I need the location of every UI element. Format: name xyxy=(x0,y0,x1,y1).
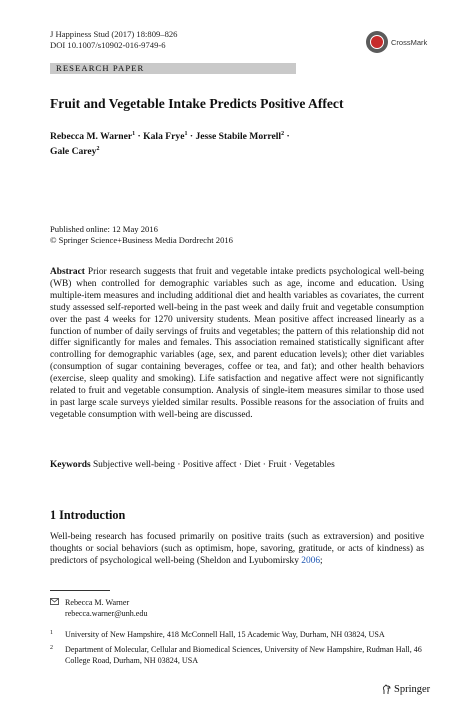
introduction-paragraph xyxy=(50,532,424,568)
envelope-icon xyxy=(50,598,60,609)
copyright-notice: © Springer Science+Business Media Dordrecht 2016 xyxy=(50,235,233,246)
article-title: Fruit and Vegetable Intake Predicts Positive Affect xyxy=(50,96,344,111)
crossmark-icon xyxy=(366,31,388,53)
keywords-label: Keywords xyxy=(50,460,91,470)
publisher-name: Springer xyxy=(394,684,431,695)
affiliation-marker: 2 xyxy=(281,131,285,137)
journal-header xyxy=(50,29,177,51)
affiliation-marker: 1 xyxy=(184,131,188,137)
section-band xyxy=(50,63,296,74)
footnote-divider xyxy=(50,590,110,591)
publication-info xyxy=(50,224,233,246)
introduction-text: Well-being research has focused primarily on positive traits (such as extraversion) and positive thoughts or social behaviors (such as optimism, hope, savoring, gratitude, or acts of kindness) as predictors of psychological well-being (Sheldon and Lyubomirsky xyxy=(50,532,424,566)
abstract-label: Abstract xyxy=(50,267,85,277)
abstract xyxy=(50,267,424,422)
publisher-logo xyxy=(382,683,430,696)
affiliation-marker: 1 xyxy=(132,131,136,137)
crossmark-label: CrossMark xyxy=(391,37,428,47)
author-name[interactable]: · Jesse Stabile Morrell xyxy=(187,131,282,143)
author-name[interactable]: Rebecca M. Warner xyxy=(50,131,133,143)
affiliation-marker: 2 xyxy=(96,146,100,153)
journal-citation: J Happiness Stud (2017) 18:809–826 xyxy=(50,29,178,39)
contact-email[interactable]: rebecca.warner@unh.edu xyxy=(65,608,148,618)
footnote-number: 2 xyxy=(50,645,53,651)
citation-link[interactable]: 2006 xyxy=(301,555,321,566)
author-name[interactable]: Gale Carey xyxy=(50,146,97,158)
contact-name: Rebecca M. Warner xyxy=(65,598,130,607)
keywords-text: Subjective well-being · Positive affect · Diet · Fruit · Vegetables xyxy=(92,460,335,470)
author-separator: · xyxy=(284,131,290,143)
doi[interactable]: DOI 10.1007/s10902-016-9749-6 xyxy=(50,40,166,50)
footnote-text: University of New Hampshire, 418 McConnell Hall, 15 Academic Way, Durham, NH 03824, USA xyxy=(65,630,385,639)
crossmark-badge[interactable] xyxy=(366,28,456,56)
abstract-text: Prior research suggests that fruit and vegetable intake predicts psychological well-being (WB) when controlled for demographic variables such as age, income and education. Using multiple-item measures and including additional diet and health variables as covariates, the current study assessed self-reported well-being in the past week and daily fruit and vegetable consumption over the past 4 weeks for 1270 university students. Mean positive affect increased linearly as a function of number of daily servings of fruits and vegetables; the pattern of this relationship did not differ significantly for males and females. This association remained statistically significant after controlling for demographic variables (age, sex, and parent education levels); other diet variables (consumption of sugar containing beverages, coffee or tea, and fat); and other health behaviors (exercise, sleep quality and smoking). Life satisfaction and negative affect were not significantly related to fruit and vegetable consumption. Analysis of single-item measures similar to those used in past large scale surveys yielded similar results. Possible reasons for the association of fruits and vegetable consumption with well-being are discussed. xyxy=(50,267,424,420)
keywords xyxy=(50,459,424,471)
author-name[interactable]: · Kala Frye xyxy=(135,131,185,143)
footnote-text: Department of Molecular, Cellular and Biomedical Sciences, University of New Hampshire, Rudman Hall, 46 College Road, Durham, NH 03824, USA xyxy=(65,645,422,665)
introduction-text-end: ; xyxy=(320,555,323,566)
springer-horse-icon xyxy=(382,684,391,695)
section-heading-introduction: 1 Introduction xyxy=(50,508,126,522)
section-label: RESEARCH PAPER xyxy=(56,63,145,73)
author-list xyxy=(50,128,360,158)
corresponding-author xyxy=(50,598,430,618)
published-date: Published online: 12 May 2016 xyxy=(50,224,158,234)
footnote-number: 1 xyxy=(50,630,53,636)
